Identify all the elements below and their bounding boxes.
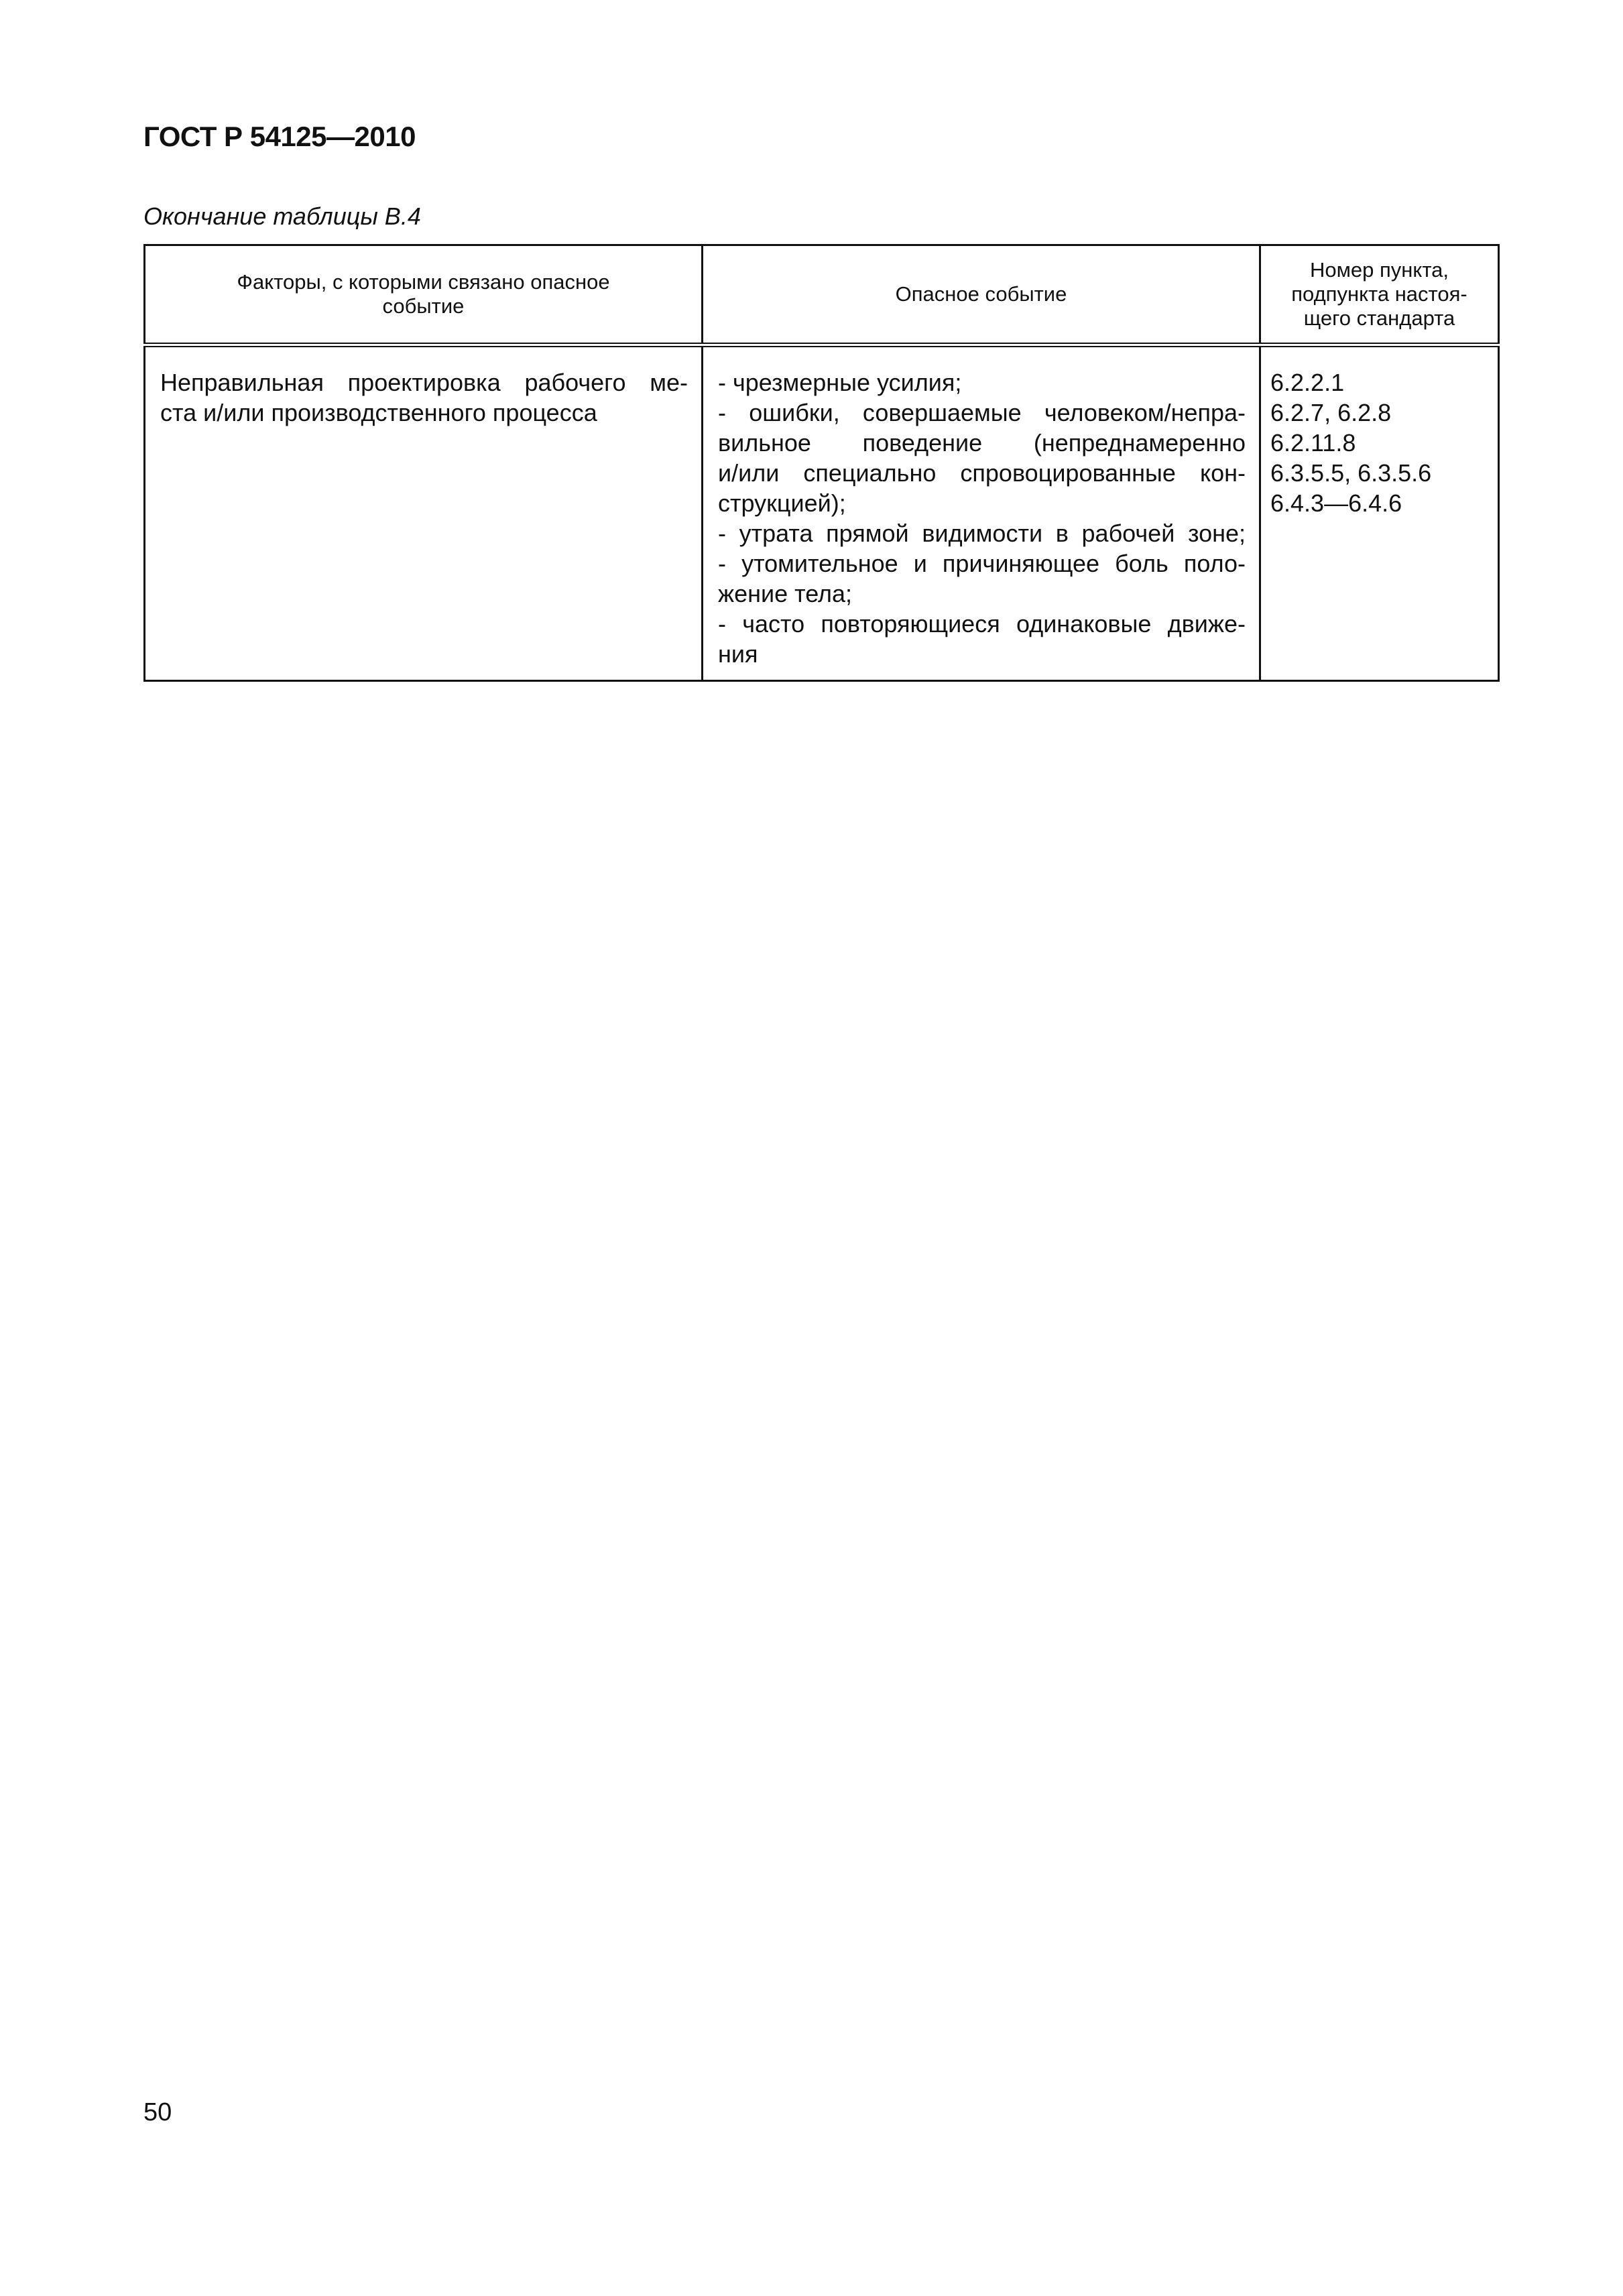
header-clause-line: щего стандарта (1303, 306, 1455, 330)
cell-factors (145, 345, 703, 681)
cell-clauses (1260, 345, 1499, 681)
clause-reference: 6.2.2.1 (1270, 369, 1345, 396)
hazard-table (143, 244, 1500, 682)
table-caption: Окончание таблицы В.4 (143, 202, 421, 230)
event-text-line: - часто повторяющиеся одинаковые движе- (718, 610, 1246, 638)
table-header-row (145, 245, 1499, 345)
event-text-line: - утомительное и причиняющее боль поло- (718, 550, 1246, 577)
header-clause-line: подпункта настоя- (1291, 282, 1467, 306)
header-factors-line: Факторы, с которыми связано опасное (237, 270, 610, 294)
page-number: 50 (143, 2098, 172, 2126)
header-hazard-event (703, 245, 1260, 345)
header-clause-line: Номер пункта, (1309, 258, 1449, 282)
header-hazard-event-line: Опасное событие (895, 282, 1067, 306)
clause-reference: 6.2.7, 6.2.8 (1270, 399, 1392, 426)
table-row (145, 345, 1499, 681)
event-text-line: струкцией); (718, 489, 846, 517)
event-text-line: - чрезмерные усилия; (718, 369, 962, 396)
clause-reference: 6.4.3—6.4.6 (1270, 489, 1402, 517)
event-text-line: вильное поведение (непреднамеренно (718, 429, 1246, 457)
event-text-line: жение тела; (718, 580, 853, 607)
header-clause-number (1260, 245, 1499, 345)
factor-text-line: ста и/или производственного процесса (160, 399, 597, 426)
header-factors-line: событие (382, 294, 465, 318)
event-text-line: и/или специально спровоцированные кон- (718, 459, 1246, 487)
event-text-line: - ошибки, совершаемые человеком/непра- (718, 399, 1246, 426)
clause-reference: 6.2.11.8 (1270, 429, 1356, 457)
document-header: ГОСТ Р 54125—2010 (143, 121, 416, 152)
event-text-line: ния (718, 640, 758, 668)
factor-text-line: Неправильная проектировка рабочего ме- (160, 369, 688, 396)
event-text-line: - утрата прямой видимости в рабочей зоне; (718, 520, 1246, 547)
clause-reference: 6.3.5.5, 6.3.5.6 (1270, 459, 1432, 487)
header-factors (145, 245, 703, 345)
cell-hazard-event (703, 345, 1260, 681)
